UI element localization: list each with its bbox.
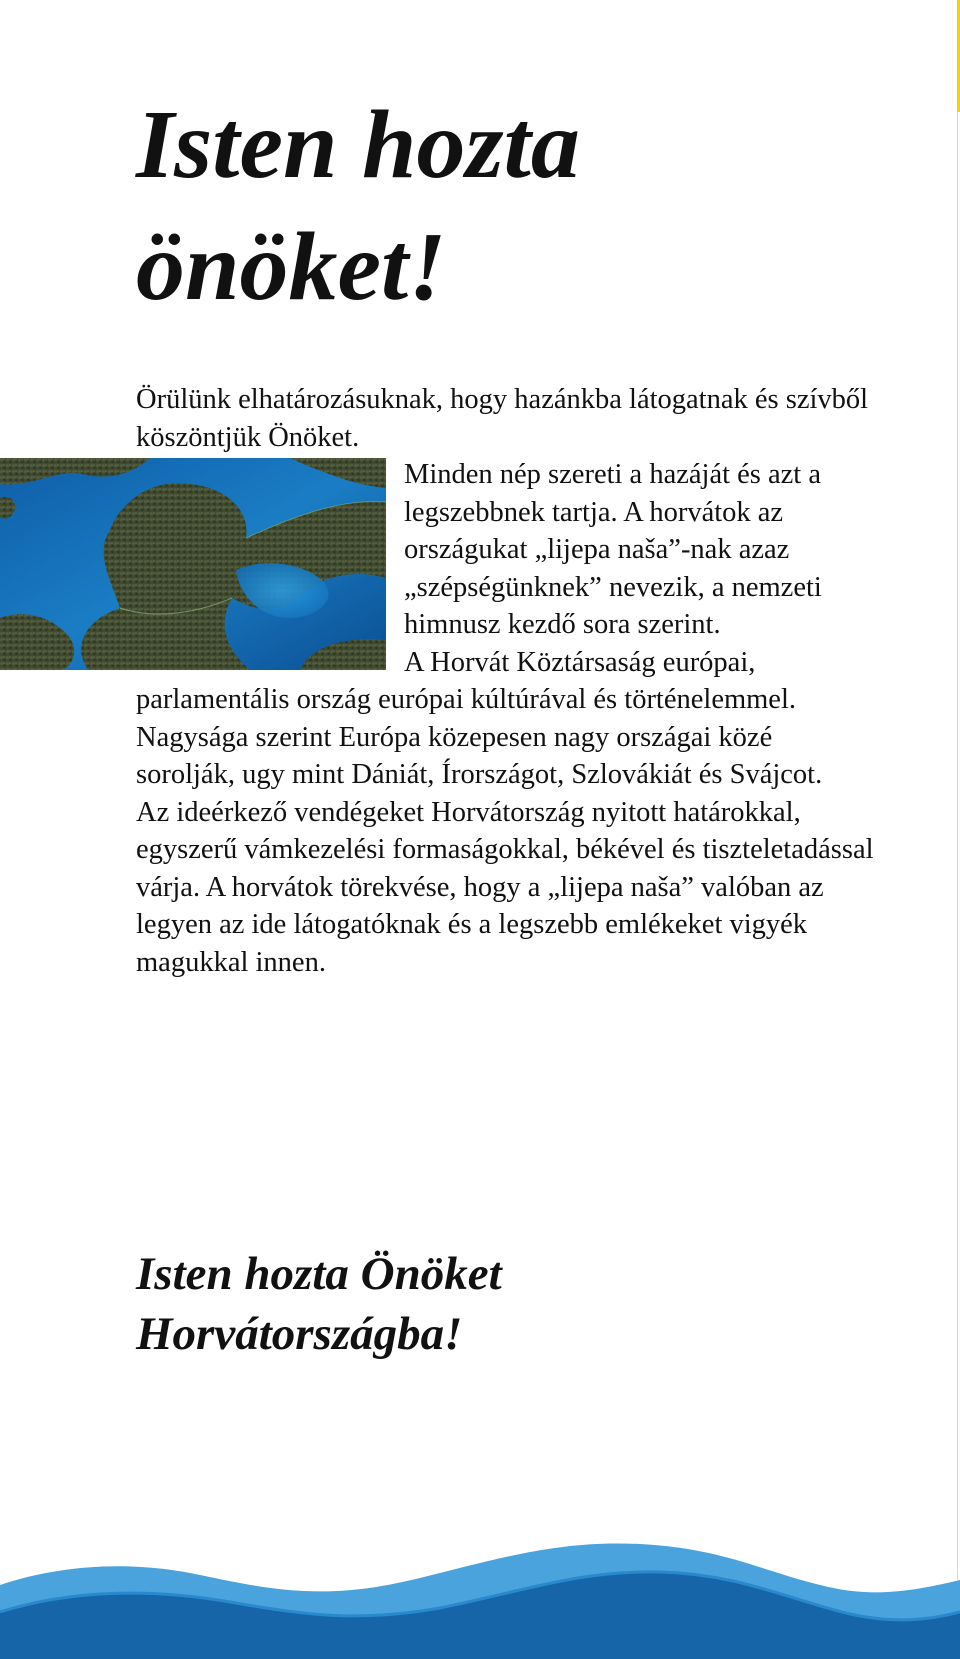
- closing-line-1: Isten hozta Önöket: [136, 1248, 502, 1300]
- paragraph-visitors: Az ideérkező vendégeket Horvátország nyitott határokkal, egyszerű vámkezelési formaságokkal, békével és tiszteletadással várja. A horvátok törekvése, hogy a „lijepa naša” valóban az legyen az ide látogatóknak és a legszebb emlékeket vigyék magukkal innen.: [136, 796, 874, 978]
- island-aerial-photo: [0, 458, 386, 670]
- page-edge-line: [957, 0, 958, 1580]
- intro-paragraph: Örülünk elhatározásuknak, hogy hazánkba látogatnak és szívből köszöntjük Önöket.: [136, 384, 869, 453]
- closing-line-2: Horvátországba!: [136, 1308, 463, 1360]
- title-line-1: Isten hozta: [136, 91, 580, 199]
- closing-greeting: [136, 1244, 502, 1364]
- paragraph-lijepa-nasa: Minden nép szereti a hazáját és azt a legszebbnek tartja. A horvátok az országukat „lijepa naša”-nak azaz „szépségünknek” nevezik, a nemzeti himnusz kezdő sora szerint.: [404, 459, 822, 640]
- sea-waves-decoration: [0, 1530, 960, 1659]
- body-text: [136, 381, 876, 981]
- paragraph-republic: A Horvát Köztársaság európai, parlamentális ország európai kúltúrával és történelemmel. Nagysága szerint Európa közepesen nagy országai közé sorolják, ugy mint Dániát, Írországot, Szlovákiát és Svájcot.: [136, 646, 823, 790]
- title-line-2: önöket!: [136, 213, 447, 321]
- page-title: [136, 84, 580, 328]
